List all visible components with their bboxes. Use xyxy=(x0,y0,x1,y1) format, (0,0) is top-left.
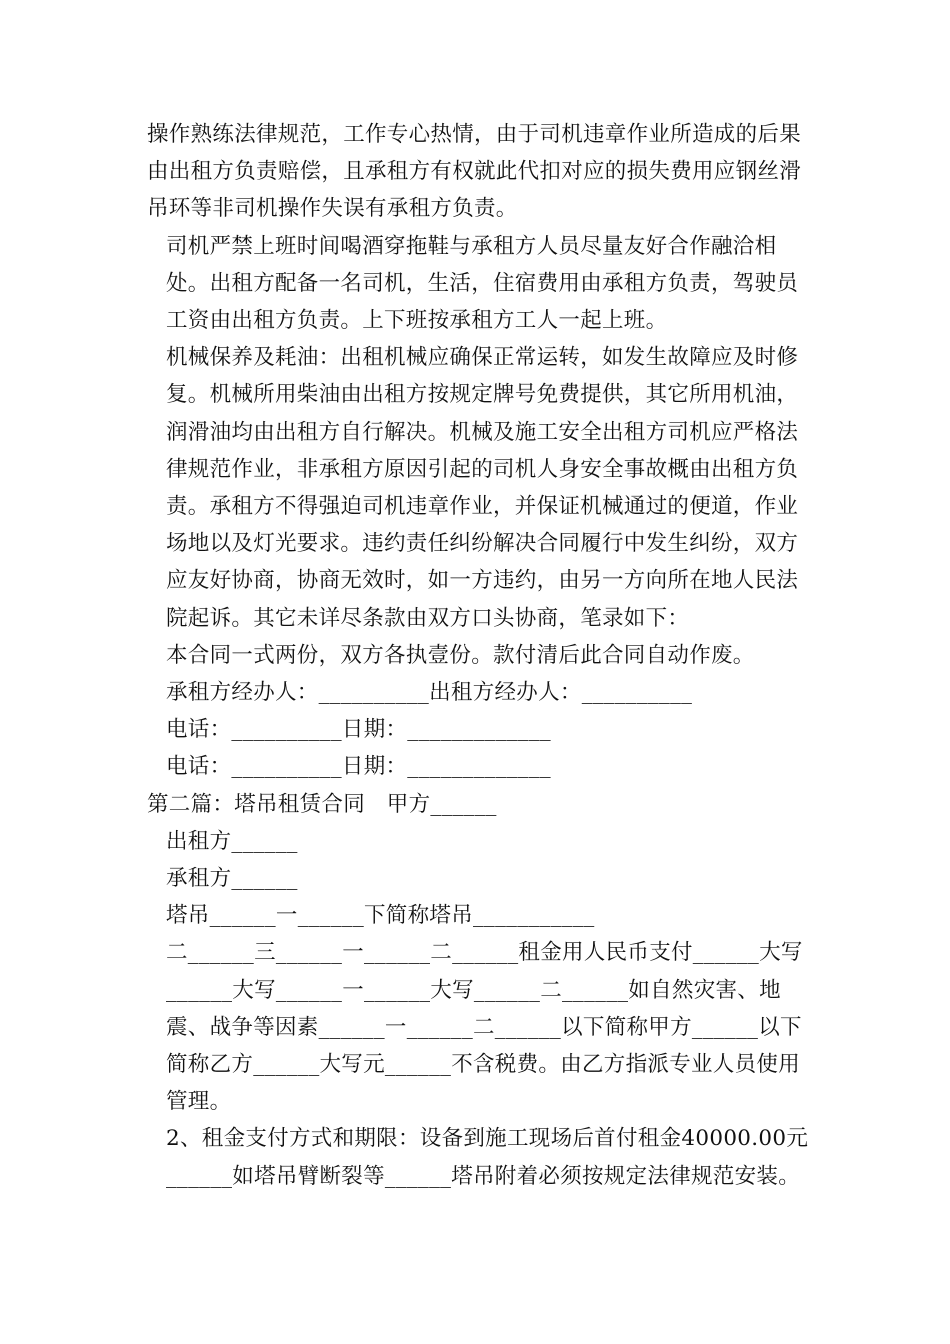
phone-date-line-2: 电话：__________日期：_____________ xyxy=(166,754,551,780)
paragraph-copies: 本合同一式两份，双方各执壹份。款付清后此合同自动作废。 xyxy=(166,642,755,668)
paragraph-payment-terms: 2、租金支付方式和期限：设备到施工现场后首付租金40000.00元______如塔吊臂断裂等______塔吊附着必须按规定法律规范安装。 xyxy=(166,1126,809,1189)
paragraph-maintenance-fuel: 机械保养及耗油：出租机械应确保正常运转，如发生故障应及时修复。机械所用柴油由出租方按规定牌号免费提供，其它所用机油，润滑油均由出租方自行解决。机械及施工安全出租方司机应严格法律规范作业，非承租方原因引起的司机人身安全事故概由出租方负责。承租方不得强迫司机违章作业，并保证机械通过的便道，作业场地以及灯光要求。违约责任纠纷解决合同履行中发生纠纷，双方应友好协商，协商无效时，如一方违约，由另一方向所在地人民法院起诉。其它未详尽条款由双方口头协商，笔录如下： xyxy=(166,345,799,631)
paragraph-driver-liability: 操作熟练法律规范，工作专心热情，由于司机违章作业所造成的后果由出租方负责赔偿，且承租方有权就此代扣对应的损失费用应钢丝滑吊环等非司机操作失误有承租方负责。 xyxy=(147,122,802,222)
paragraph-driver-conduct: 司机严禁上班时间喝酒穿拖鞋与承租方人员尽量友好合作融洽相处。出租方配备一名司机，生活，住宿费用由承租方负责，驾驶员工资由出租方负责。上下班按承租方工人一起上班。 xyxy=(166,233,799,334)
phone-date-line-1: 电话：__________日期：_____________ xyxy=(166,717,551,743)
lessee-line: 承租方______ xyxy=(166,866,298,892)
lessor-line: 出租方______ xyxy=(166,828,298,854)
document-body xyxy=(147,116,817,1195)
signature-handlers-line: 承租方经办人：__________出租方经办人：__________ xyxy=(166,680,693,706)
paragraph-rent-terms: 二______三______一______二______租金用人民币支付______大写______大写______一______大写______二______如自然灾害、地震、战争等因素______一______二______以下简称甲方______以下简称乙方______大写元______不含税费。由乙方指派专业人员使用管理。 xyxy=(166,940,803,1115)
tower-crane-line: 塔吊______一______下简称塔吊___________ xyxy=(166,903,595,929)
section-heading: 第二篇：塔吊租赁合同 甲方______ xyxy=(147,791,497,817)
